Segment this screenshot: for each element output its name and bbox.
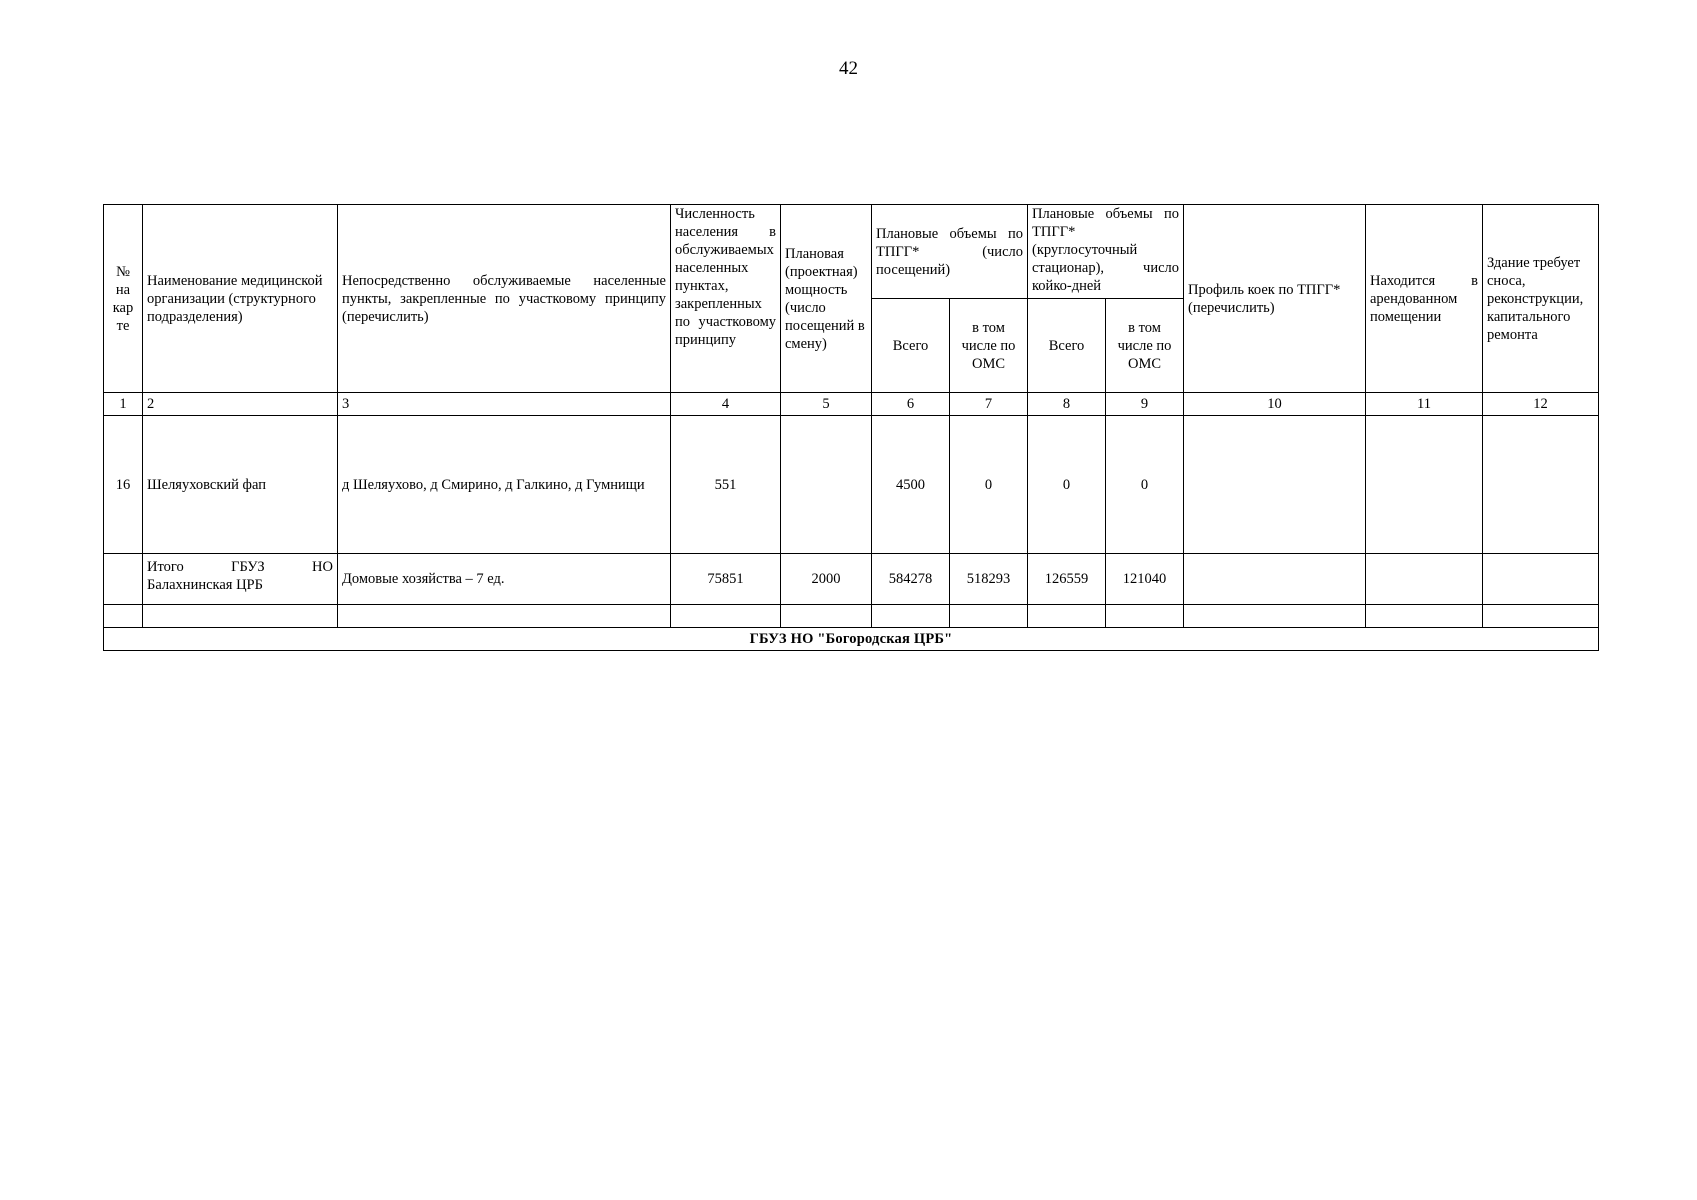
cell-needs-repair [1483,416,1599,554]
column-number: 12 [1483,393,1599,416]
blank-cell [104,605,143,628]
column-number: 5 [781,393,872,416]
section-row [104,628,1599,651]
cell-capacity [781,416,872,554]
column-number: 8 [1028,393,1106,416]
cell-num: 16 [104,416,143,554]
total-bed-profile [1184,554,1366,605]
column-number: 6 [872,393,950,416]
column-number: 4 [671,393,781,416]
blank-cell [781,605,872,628]
total-rented [1366,554,1483,605]
blank-cell [1366,605,1483,628]
cell-name: Шеляуховский фап [143,416,338,554]
header-col2: Наименование медицинской организации (структурного подразделения) [143,205,338,393]
total-name: Итого ГБУЗ НО Балахнинская ЦРБ [143,554,338,605]
column-number: 9 [1106,393,1184,416]
table-header-row [104,205,1599,299]
blank-cell [1106,605,1184,628]
header-col11: Находится в арендованном помещении [1366,205,1483,393]
column-number: 2 [143,393,338,416]
column-number: 1 [104,393,143,416]
blank-cell [1028,605,1106,628]
total-bed-days-oms: 121040 [1106,554,1184,605]
blank-cell [338,605,671,628]
header-col8-9: Плановые объемы по ТПГГ* (круглосуточный стационар), число койко-дней [1028,205,1184,299]
header-col12: Здание требует сноса, реконструкции, капитального ремонта [1483,205,1599,393]
blank-row [104,605,1599,628]
total-num [104,554,143,605]
cell-rented [1366,416,1483,554]
cell-settlements: д Шеляухово, д Смирино, д Галкино, д Гумнищи [338,416,671,554]
blank-cell [1184,605,1366,628]
header-col6-7: Плановые объемы по ТПГГ* (число посещений) [872,205,1028,299]
cell-population: 551 [671,416,781,554]
blank-cell [143,605,338,628]
blank-cell [872,605,950,628]
column-number: 3 [338,393,671,416]
total-settlements: Домовые хозяйства – 7 ед. [338,554,671,605]
header-col10: Профиль коек по ТПГГ* (перечислить) [1184,205,1366,393]
total-visits-oms: 518293 [950,554,1028,605]
header-col6: Всего [872,299,950,393]
cell-bed-days-total: 0 [1028,416,1106,554]
header-col5: Плановая (проектная) мощность (число посещений в смену) [781,205,872,393]
header-col3: Непосредственно обслуживаемые населенные пункты, закрепленные по участковому принципу (перечислить) [338,205,671,393]
column-number-row [104,393,1599,416]
column-number: 10 [1184,393,1366,416]
table-row [104,416,1599,554]
total-bed-days-total: 126559 [1028,554,1106,605]
facilities-table [103,204,1599,651]
header-col9: в том числе по ОМС [1106,299,1184,393]
page-number: 42 [839,58,858,79]
section-title: ГБУЗ НО "Богородская ЦРБ" [104,628,1599,651]
header-col4: Численность населения в обслуживаемых населенных пунктах, закрепленных по участковому принципу [671,205,781,393]
total-needs-repair [1483,554,1599,605]
blank-cell [950,605,1028,628]
total-row [104,554,1599,605]
header-col8: Всего [1028,299,1106,393]
total-population: 75851 [671,554,781,605]
cell-visits-total: 4500 [872,416,950,554]
column-number: 7 [950,393,1028,416]
header-col7: в том числе по ОМС [950,299,1028,393]
total-capacity: 2000 [781,554,872,605]
cell-visits-oms: 0 [950,416,1028,554]
header-col1: № на кар те [104,205,143,393]
total-visits-total: 584278 [872,554,950,605]
blank-cell [1483,605,1599,628]
cell-bed-profile [1184,416,1366,554]
cell-bed-days-oms: 0 [1106,416,1184,554]
column-number: 11 [1366,393,1483,416]
blank-cell [671,605,781,628]
